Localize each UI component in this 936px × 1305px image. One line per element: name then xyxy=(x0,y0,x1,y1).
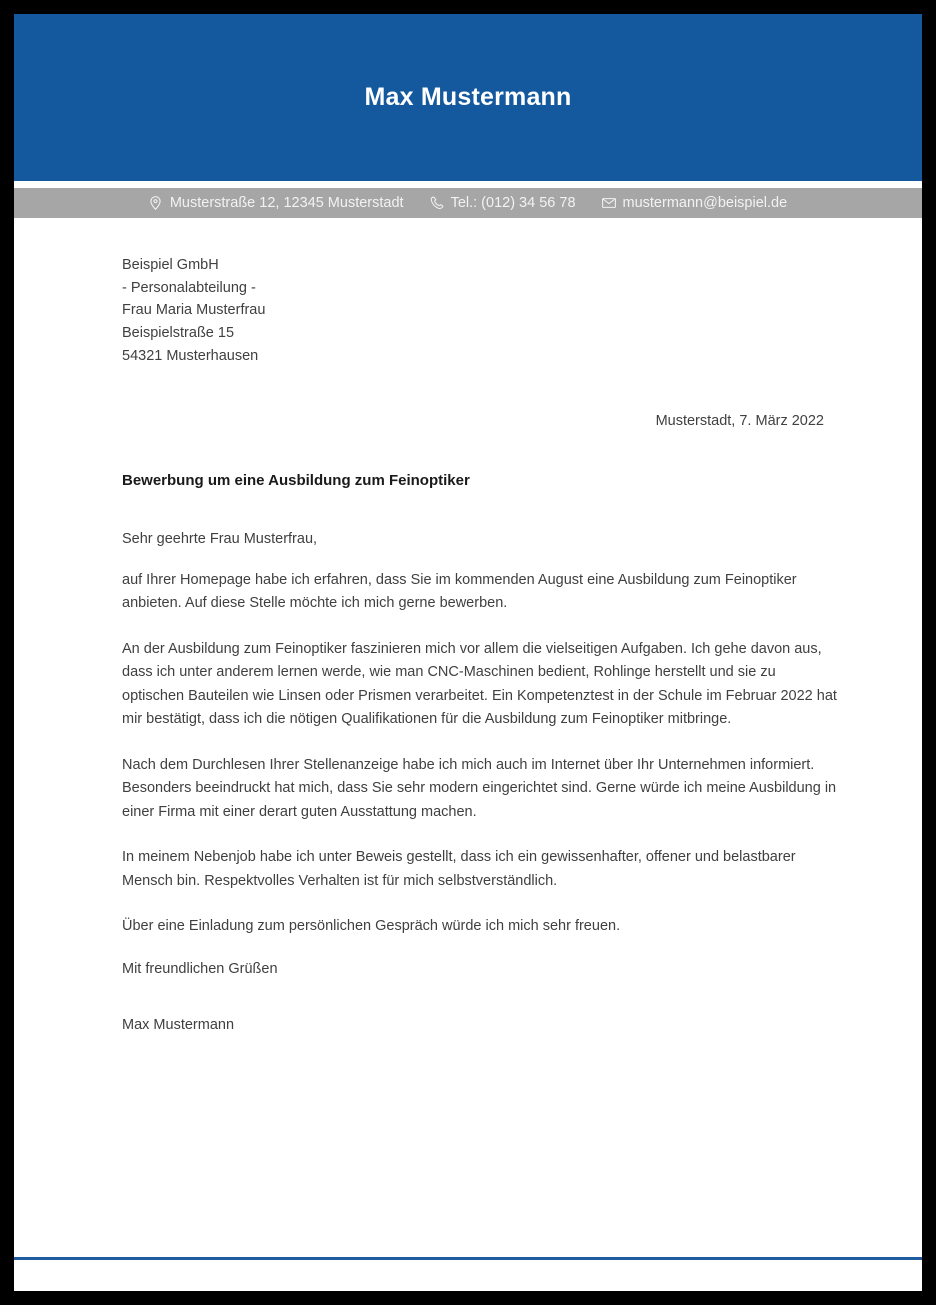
contact-address-text: Musterstraße 12, 12345 Musterstadt xyxy=(169,195,404,211)
closing-phrase: Mit freundlichen Grüßen xyxy=(122,960,278,977)
recipient-line: - Personalabteilung - xyxy=(122,279,256,296)
letter-page xyxy=(14,14,922,1291)
contact-email-text: mustermann@beispiel.de xyxy=(622,195,788,211)
page-title: Max Mustermann xyxy=(364,83,572,111)
envelope-icon xyxy=(602,196,616,210)
body-paragraph: Über eine Einladung zum persönlichen Gespräch würde ich mich sehr freuen. xyxy=(122,918,621,935)
contact-phone-text: Tel.: (012) 34 56 78 xyxy=(450,195,576,211)
recipient-line: Beispielstraße 15 xyxy=(122,325,235,342)
contact-item-email xyxy=(602,195,788,211)
letter-body xyxy=(14,218,922,1246)
footer-rule xyxy=(14,1257,922,1260)
contact-item-phone xyxy=(430,195,576,211)
letter-header-band xyxy=(14,14,922,181)
header-divider xyxy=(14,181,922,188)
subject-line: Bewerbung um eine Ausbildung zum Feinoptiker xyxy=(122,471,470,489)
location-pin-icon xyxy=(149,196,163,210)
recipient-address-block xyxy=(122,218,838,368)
body-paragraph: An der Ausbildung zum Feinoptiker faszinieren mich vor allem die vielseitigen Aufgaben. Ich gehe davon aus, dass ich unter anderem lernen werde, wie man CNC-Maschinen bedient, Rohlinge herstellt und sie zu optischen Bauteilen wie Linsen oder Prismen verarbeitet. Ein Kompetenztest in der Schule im Februar 2022 hat mir bestätigt, dass ich die nötigen Qualifikationen für die Ausbildung zum Feinoptiker mitbringe. xyxy=(122,640,837,728)
contact-bar xyxy=(14,188,922,218)
recipient-line: 54321 Musterhausen xyxy=(122,347,259,364)
body-paragraph: Nach dem Durchlesen Ihrer Stellenanzeige habe ich mich auch im Internet über Ihr Unternehmen informiert. Besonders beeindruckt hat mich, dass Sie sehr modern eingerichtet sind. Gerne würde ich meine Ausbildung in einer Firma mit einer derart guten Ausstattung machen. xyxy=(122,756,837,820)
recipient-line: Beispiel GmbH xyxy=(122,257,219,273)
salutation: Sehr geehrte Frau Musterfrau, xyxy=(122,530,318,547)
recipient-line: Frau Maria Musterfrau xyxy=(122,302,266,319)
date-line: Musterstadt, 7. März 2022 xyxy=(655,412,824,429)
body-paragraph: In meinem Nebenjob habe ich unter Beweis gestellt, dass ich ein gewissenhafter, offener und belastbarer Mensch bin. Respektvolles Verhalten ist für mich selbstverständlich. xyxy=(122,849,796,889)
phone-icon xyxy=(430,196,444,210)
body-paragraph: auf Ihrer Homepage habe ich erfahren, dass Sie im kommenden August eine Ausbildung zum Feinoptiker anbieten. Auf diese Stelle möchte ich mich gerne bewerben. xyxy=(122,571,797,612)
signature-name: Max Mustermann xyxy=(122,1016,235,1033)
contact-item-address xyxy=(149,195,404,211)
